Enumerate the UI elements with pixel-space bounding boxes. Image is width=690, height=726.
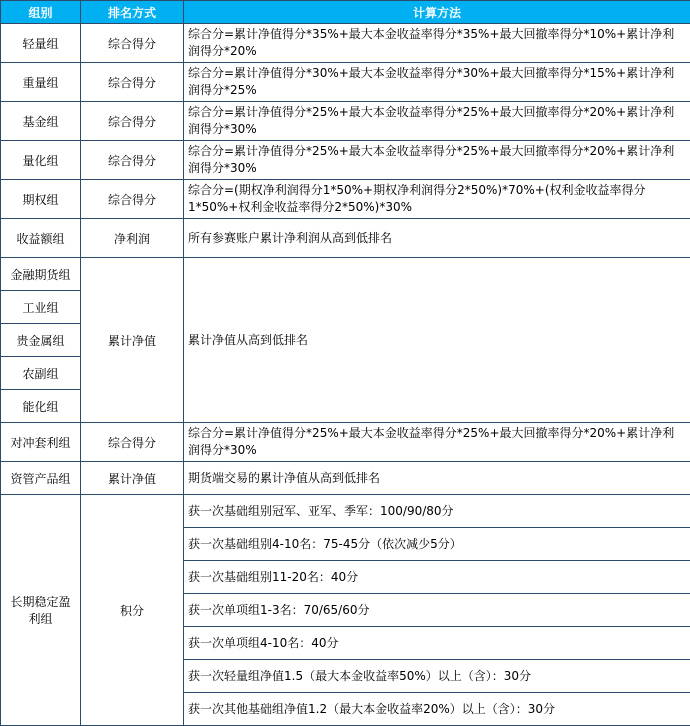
table-row: [1, 24, 690, 63]
method-cell: 综合得分: [81, 24, 184, 63]
table-row: [1, 102, 690, 141]
group-cell: 能化组: [1, 390, 81, 423]
method-cell: 综合得分: [81, 102, 184, 141]
calc-cell: 获一次其他基础组净值1.2（最大本金收益率20%）以上（含）：30分: [184, 693, 690, 726]
group-cell: 对冲套利组: [1, 423, 81, 462]
group-cell: 长期稳定盈利组: [1, 495, 81, 726]
group-cell: 贵金属组: [1, 324, 81, 357]
calc-cell: 累计净值从高到低排名: [184, 258, 690, 423]
calc-cell: 获一次基础组别11-20名：40分: [184, 561, 690, 594]
calc-cell: 综合分=累计净值得分*25%+最大本金收益率得分*25%+最大回撤率得分*20%+累计净利润得分*30%: [184, 102, 690, 141]
group-cell: 量化组: [1, 141, 81, 180]
table-row: [1, 141, 690, 180]
header-method: 排名方式: [81, 1, 184, 24]
table-row: [1, 495, 690, 528]
group-cell: 轻量组: [1, 24, 81, 63]
group-cell: 重量组: [1, 63, 81, 102]
table-row: [1, 258, 690, 291]
method-cell: 综合得分: [81, 180, 184, 219]
calc-cell: 获一次基础组别冠军、亚军、季军：100/90/80分: [184, 495, 690, 528]
table-row: [1, 180, 690, 219]
method-cell: 净利润: [81, 219, 184, 258]
calc-cell: 综合分=累计净值得分*25%+最大本金收益率得分*25%+最大回撤率得分*20%+累计净利润得分*30%: [184, 141, 690, 180]
group-cell: 资管产品组: [1, 462, 81, 495]
method-cell: 积分: [81, 495, 184, 726]
method-cell: 综合得分: [81, 423, 184, 462]
calc-cell: 综合分=累计净值得分*25%+最大本金收益率得分*25%+最大回撤率得分*20%+累计净利润得分*30%: [184, 423, 690, 462]
calc-cell: 综合分=累计净值得分*35%+最大本金收益率得分*35%+最大回撤率得分*10%+累计净利润得分*20%: [184, 24, 690, 63]
calc-cell: 获一次单项组1-3名：70/65/60分: [184, 594, 690, 627]
table-row: [1, 462, 690, 495]
calc-cell: 综合分=累计净值得分*30%+最大本金收益率得分*30%+最大回撤率得分*15%+累计净利润得分*25%: [184, 63, 690, 102]
calc-cell: 期货端交易的累计净值从高到低排名: [184, 462, 690, 495]
table-row: [1, 219, 690, 258]
calc-cell: 获一次轻量组净值1.5（最大本金收益率50%）以上（含）：30分: [184, 660, 690, 693]
calc-cell: 获一次基础组别4-10名：75-45分（依次减少5分）: [184, 528, 690, 561]
table-row: [1, 63, 690, 102]
group-cell: 基金组: [1, 102, 81, 141]
calc-cell: 综合分=(期权净利润得分1*50%+期权净利润得分2*50%)*70%+(权利金收益率得分1*50%+权利金收益率得分2*50%)*30%: [184, 180, 690, 219]
header-calc: 计算方法: [184, 1, 690, 24]
calc-cell: 所有参赛账户累计净利润从高到低排名: [184, 219, 690, 258]
group-cell: 农副组: [1, 357, 81, 390]
method-cell: 累计净值: [81, 258, 184, 423]
method-cell: 综合得分: [81, 63, 184, 102]
group-cell: 金融期货组: [1, 258, 81, 291]
method-cell: 累计净值: [81, 462, 184, 495]
table-row: [1, 423, 690, 462]
method-cell: 综合得分: [81, 141, 184, 180]
group-cell: 收益额组: [1, 219, 81, 258]
header-group: 组别: [1, 1, 81, 24]
header-row: [1, 1, 690, 24]
group-cell: 期权组: [1, 180, 81, 219]
calc-cell: 获一次单项组4-10名：40分: [184, 627, 690, 660]
group-cell: 工业组: [1, 291, 81, 324]
